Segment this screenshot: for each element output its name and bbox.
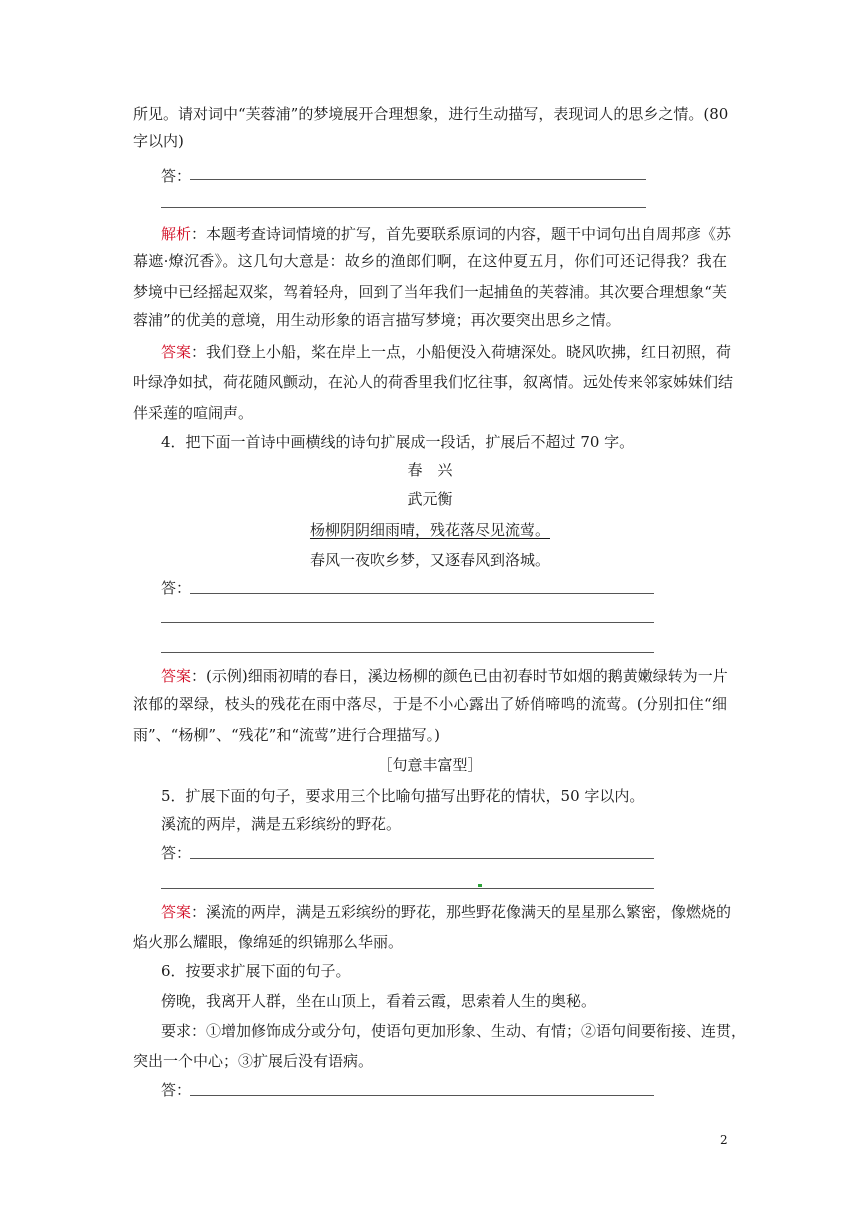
answer-blank-line[interactable] xyxy=(161,622,654,623)
q5-sentence: 溪流的两岸，满是五彩缤纷的野花。 xyxy=(161,815,402,833)
answer-text: ：我们登上小船，桨在岸上一点，小船便没入荷塘深处。晓风吹拂，红日初照，荷 xyxy=(191,343,732,361)
answer-blank-line[interactable] xyxy=(161,888,654,889)
answer3-line-1 xyxy=(161,342,732,362)
analysis-label: 解析 xyxy=(161,225,192,243)
answer-blank-line[interactable] xyxy=(190,1095,654,1096)
analysis-line-2: 幕遮·燎沉香》。这几句大意是：故乡的渔郎们啊，在这仲夏五月，你们可还记得我？我在 xyxy=(133,252,727,270)
poem-title: 春 兴 xyxy=(407,461,453,479)
answer-blank-line[interactable] xyxy=(161,652,654,653)
q3-line-1: 所见。请对词中“芙蓉浦”的梦境展开合理想象，进行生动描写，表现词人的思乡之情。(80 xyxy=(133,105,729,123)
page-number: 2 xyxy=(720,1133,728,1147)
q4-stem: 4．把下面一首诗中画横线的诗句扩展成一段话，扩展后不超过 70 字。 xyxy=(161,433,635,451)
answer3-line-2: 叶绿净如拭，荷花随风颤动，在沁人的荷香里我们忆往事，叙离情。远处传来邻家姊妹们结 xyxy=(133,373,734,391)
answer-blank-line[interactable] xyxy=(190,179,646,180)
analysis-line-4: 蓉浦”的优美的意境，用生动形象的语言描写梦境；再次要突出思乡之情。 xyxy=(133,311,621,329)
analysis-line-1 xyxy=(161,224,732,244)
q6-stem: 6．按要求扩展下面的句子。 xyxy=(161,962,351,980)
q4-answer-label: 答： xyxy=(161,579,192,597)
q6-sentence: 傍晚，我离开人群，坐在山顶上，看着云霞，思索着人生的奥秘。 xyxy=(161,992,597,1010)
answer4-line-3: 雨”、“杨柳”、“残花”和“流莺”进行合理描写。) xyxy=(133,726,441,744)
answer4-line-2: 浓郁的翠绿，枝头的残花在雨中落尽，于是不小心露出了娇俏啼鸣的流莺。(分别扣住“细 xyxy=(133,695,727,713)
answer-blank-line[interactable] xyxy=(190,858,654,859)
answer-text: ：(示例)细雨初晴的春日，溪边杨柳的颜色已由初春时节如烟的鹅黄嫩绿转为一片 xyxy=(191,667,728,685)
poem-line-1 xyxy=(0,520,860,540)
q3-line-2: 字以内) xyxy=(133,132,184,150)
green-mark xyxy=(478,884,482,887)
poem-author: 武元衡 xyxy=(407,490,453,508)
analysis-line-3: 梦境中已经摇起双桨，驾着轻舟，回到了当年我们一起捕鱼的芙蓉浦。其次要合理想象“芙 xyxy=(133,283,727,301)
answer-text: ：溪流的两岸，满是五彩缤纷的野花，那些野花像满天的星星那么繁密，像燃烧的 xyxy=(191,903,732,921)
q3-answer-label: 答： xyxy=(161,167,192,185)
answer-label: 答案 xyxy=(161,667,192,685)
section-heading: ［句意丰富型］ xyxy=(377,756,483,774)
poem-line-2: 春风一夜吹乡梦，又逐春风到洛城。 xyxy=(309,551,550,569)
q6-requirement-line-2: 突出一个中心；③扩展后没有语病。 xyxy=(133,1052,374,1070)
q6-requirement-line-1: 要求：①增加修饰成分或分句，使语句更加形象、生动、有情；②语句间要衔接、连贯， xyxy=(161,1022,747,1040)
answer5-line-2: 焰火那么耀眼，像绵延的织锦那么华丽。 xyxy=(133,933,404,951)
answer-blank-line[interactable] xyxy=(161,207,646,208)
answer-label: 答案 xyxy=(161,343,192,361)
answer-blank-line[interactable] xyxy=(190,593,654,594)
q6-answer-label: 答： xyxy=(161,1081,192,1099)
answer4-line-1 xyxy=(161,666,727,686)
answer3-line-3: 伴采莲的喧闹声。 xyxy=(133,404,254,422)
q5-stem: 5．扩展下面的句子，要求用三个比喻句描写出野花的情状，50 字以内。 xyxy=(161,787,645,805)
analysis-text: ：本题考查诗词情境的扩写，首先要联系原词的内容，题干中词句出自周邦彦《苏 xyxy=(191,225,732,243)
underlined-poem-line: 杨柳阴阴细雨晴，残花落尽见流莺。 xyxy=(309,521,550,539)
q5-answer-label: 答： xyxy=(161,844,192,862)
answer5-line-1 xyxy=(161,902,732,922)
answer-label: 答案 xyxy=(161,903,192,921)
